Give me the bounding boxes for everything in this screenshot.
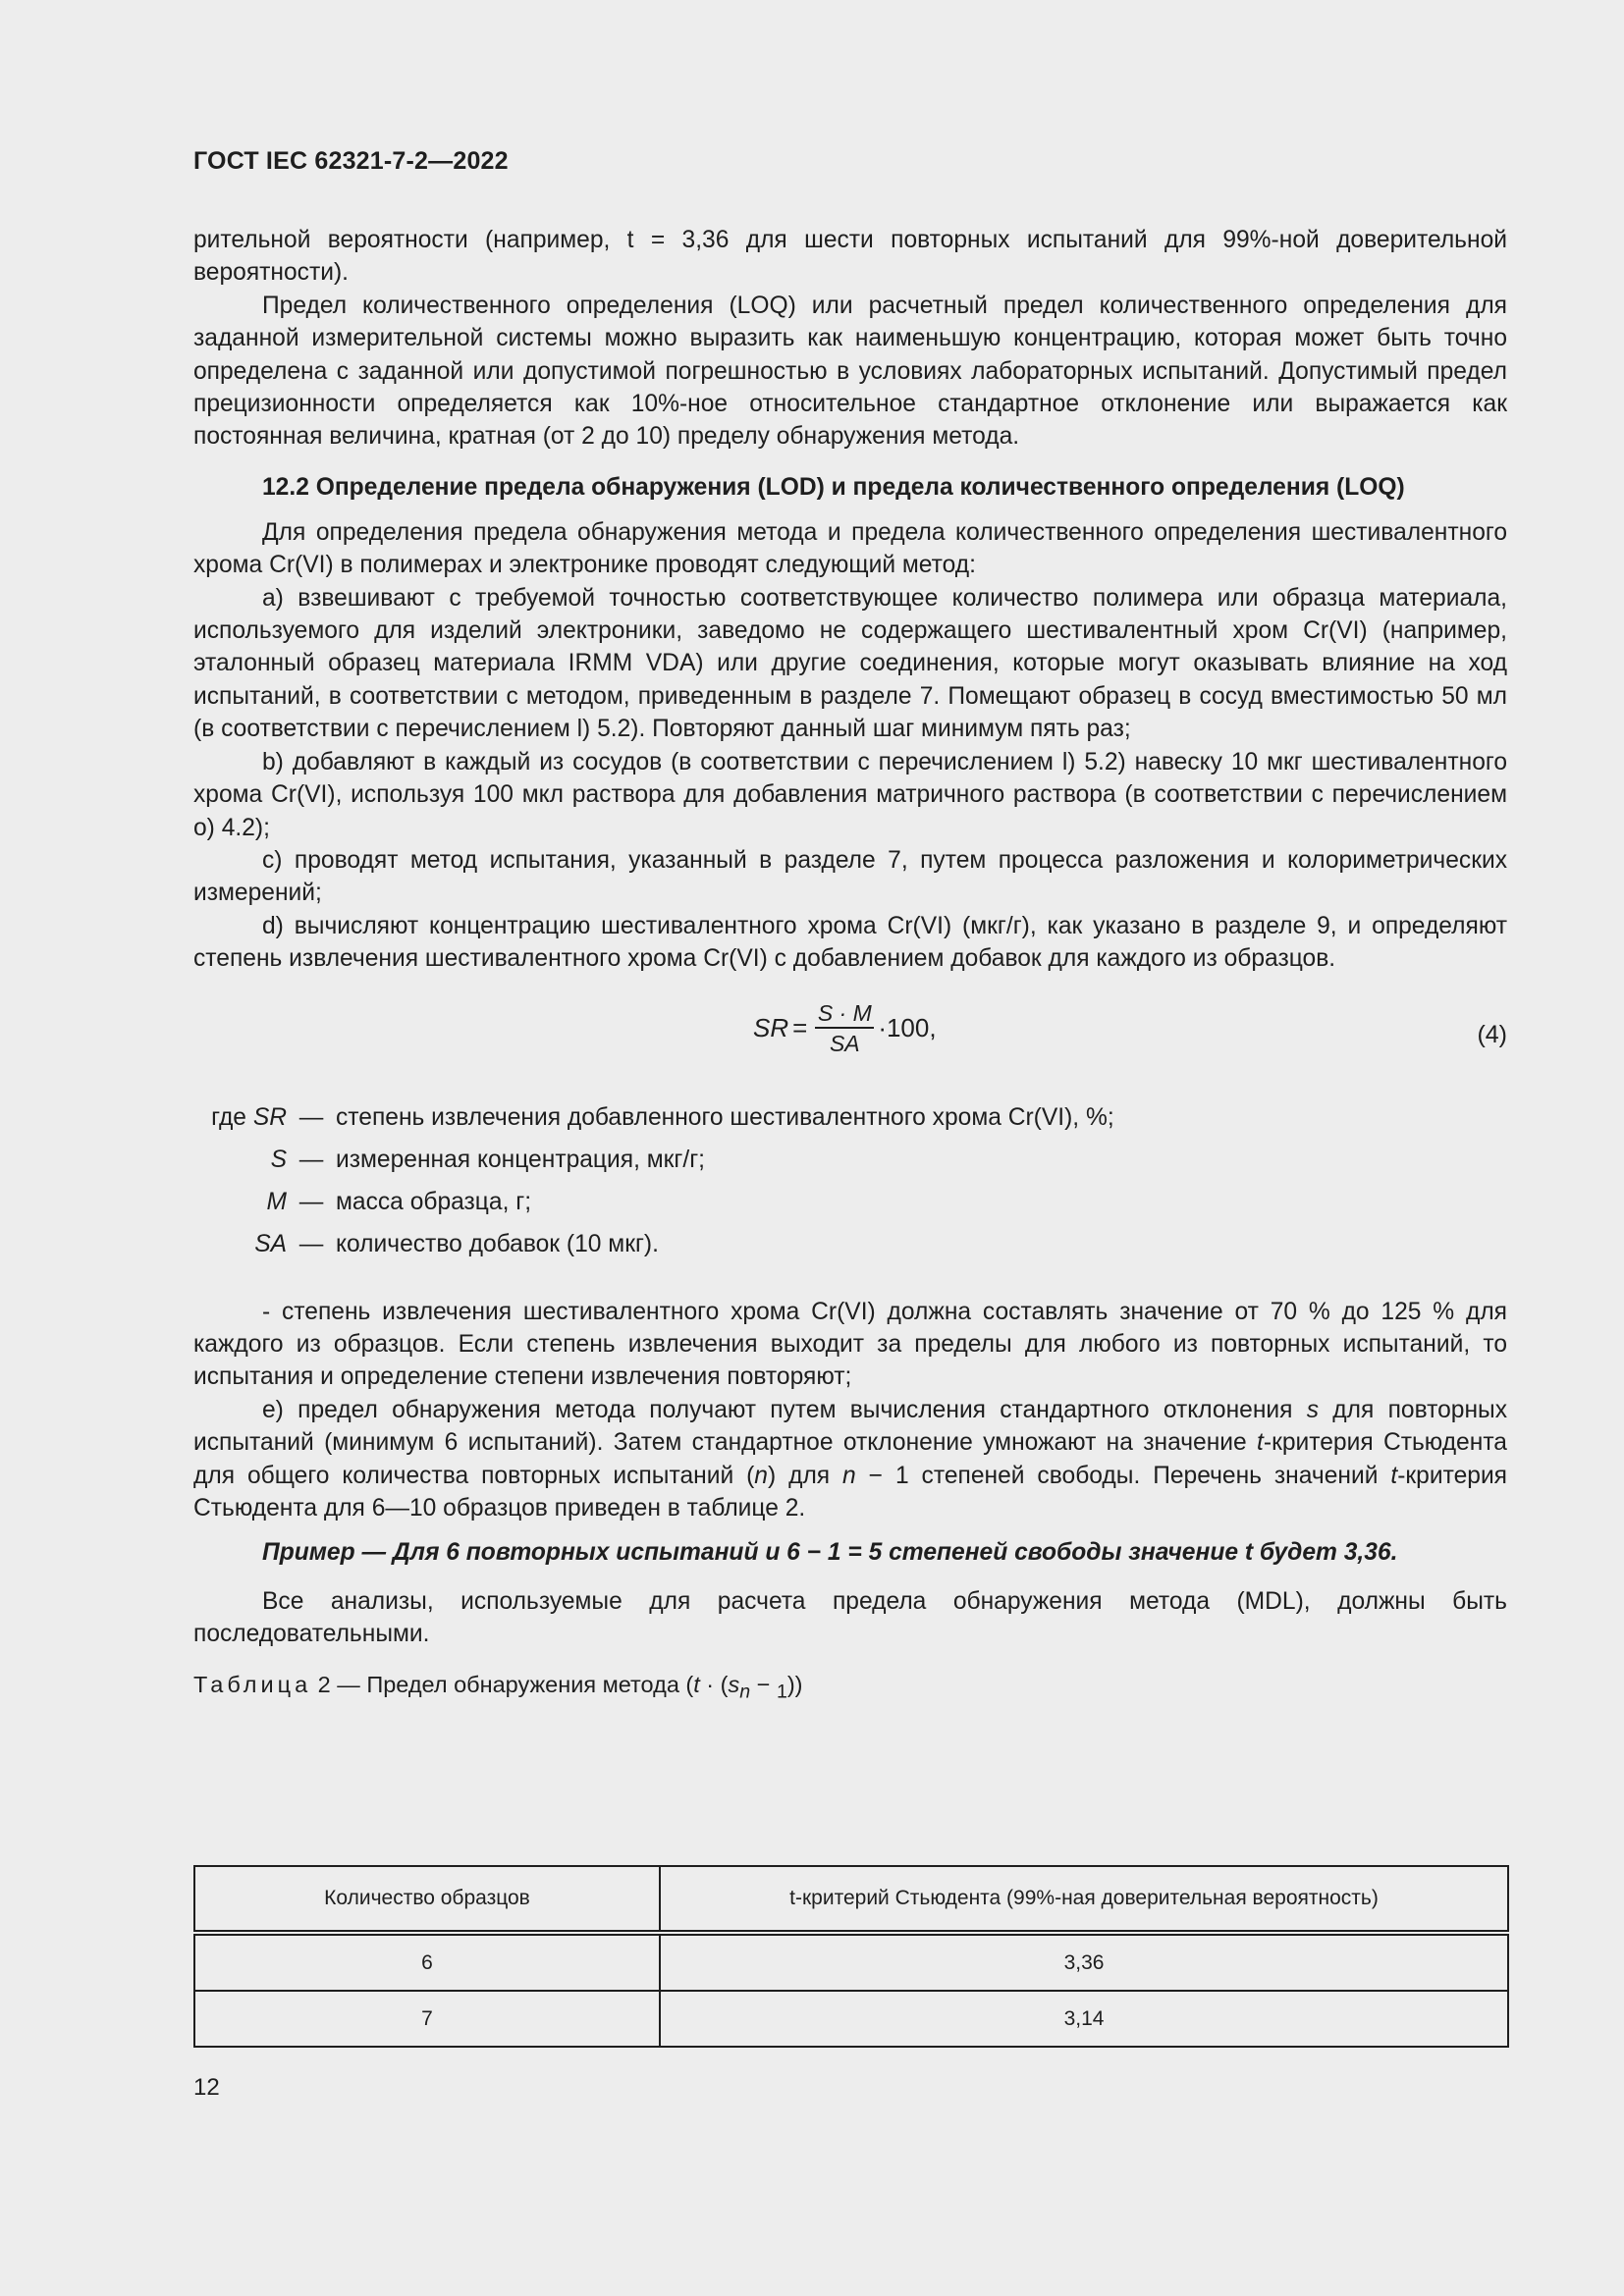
table-cell: 6 xyxy=(194,1933,660,1991)
table-header-row xyxy=(194,1866,1508,1933)
paragraph-loq: Предел количественного определения (LOQ) или расчетный предел количественного определения для заданной измерительной системы можно выразить как наименьшую концентрацию, которая может быть точно определена с заданной или допустимой погрешностью в условиях лабораторных испытаний. Допустимый предел прецизионности определяется как 10%-ное относительное стандартное отклонение или выражается как постоянная величина, кратная (от 2 до 10) пределу обнаружения метода. xyxy=(193,292,1507,451)
formula-block xyxy=(193,989,1507,1078)
paragraph-recovery: - степень извлечения шестивалентного хрома Cr(VI) должна составлять значение от 70 % до 125 % для каждого из образцов. Если степень извлечения выходит за пределы для любого из повторных испытаний, то испытания и определение степени извлечения повторяют; xyxy=(193,1298,1507,1391)
definition-text: степень извлечения добавленного шестивалентного хрома Cr(VI), %; xyxy=(336,1104,1114,1132)
example-note: Пример — Для 6 повторных испытаний и 6 − 1 = 5 степеней свободы значение t будет 3,36. xyxy=(262,1539,1398,1567)
table-cell: 3,14 xyxy=(660,1991,1508,2047)
definition-text: количество добавок (10 мкг). xyxy=(336,1231,659,1258)
table-cell: 3,36 xyxy=(660,1933,1508,1991)
paragraph-mdl: Все анализы, используемые для расчета предела обнаружения метода (MDL), должны быть последовательными. xyxy=(193,1587,1507,1648)
table-row xyxy=(194,1991,1508,2047)
formula xyxy=(753,999,937,1058)
column-header-t: t-критерий Стьюдента (99%-ная доверительная вероятность) xyxy=(660,1866,1508,1933)
definition-row: SA — количество добавок (10 мкг). xyxy=(193,1224,1507,1266)
document-body xyxy=(193,224,1507,1709)
formula-equals: = xyxy=(792,1012,808,1042)
formula-numerator: S · M xyxy=(817,999,872,1026)
section-heading: 12.2 Определение предела обнаружения (LOD) и предела количественного определения (LOQ) xyxy=(262,473,1405,501)
document-header: ГОСТ IEC 62321-7-2—2022 xyxy=(193,147,509,175)
formula-number: (4) xyxy=(1477,1020,1507,1048)
definitions-list xyxy=(193,1097,1507,1266)
table-row xyxy=(194,1933,1508,1991)
formula-fraction xyxy=(815,999,874,1058)
list-item-c: c) проводят метод испытания, указанный в разделе 7, путем процесса разложения и колориметрических измерений; xyxy=(193,846,1507,907)
definition-row: M — масса образца, г; xyxy=(193,1182,1507,1224)
definition-symbol: где SR xyxy=(211,1104,287,1132)
list-item-a: a) взвешивают с требуемой точностью соответствующее количество полимера или образца материала, используемого для изделий электроники, заведомо не содержащего шестивалентный хром Cr(VI) (например, эталонный образец материала IRMM VDA) или другие соединения, которые могут оказывать влияние на ход испытаний, в соответствии с методом, приведенным в разделе 7. Помещают образец в сосуд вместимостью 50 мл (в соответствии с перечислением l) 5.2). Повторяют данный шаг минимум пять раз; xyxy=(193,584,1507,743)
definition-row: S — измеренная концентрация, мкг/г; xyxy=(193,1140,1507,1182)
definition-text: измеренная концентрация, мкг/г; xyxy=(336,1147,706,1174)
paragraph-continuation: рительной вероятности (например, t = 3,36 для шести повторных испытаний для 99%-ной доверительной вероятности). xyxy=(193,227,1507,287)
definition-symbol: M xyxy=(266,1189,287,1216)
column-header-count: Количество образцов xyxy=(194,1866,660,1933)
table-caption: Таблица 2 — Предел обнаружения метода $(t \cdot (s_n - _1))$ xyxy=(193,1671,803,1703)
formula-denominator: SA xyxy=(829,1030,860,1056)
definition-symbol: SA xyxy=(254,1231,287,1258)
table-cell: 7 xyxy=(194,1991,660,2047)
definition-text: масса образца, г; xyxy=(336,1189,532,1216)
list-item-b: b) добавляют в каждый из сосудов (в соответствии с перечислением l) 5.2) навеску 10 мкг шестивалентного хрома Cr(VI), используя 100 мкл раствора для добавления матричного раствора (в соответствии с перечислением o) 4.2); xyxy=(193,748,1507,841)
definition-row: где SR — степень извлечения добавленного шестивалентного хрома Cr(VI), %; xyxy=(193,1097,1507,1140)
list-item-d: d) вычисляют концентрацию шестивалентного хрома Cr(VI) (мкг/г), как указано в разделе 9, и определяют степень извлечения шестивалентного хрома Cr(VI) с добавлением добавок для каждого из образцов. xyxy=(193,912,1507,973)
list-item-e: e) предел обнаружения метода получают путем вычисления стандартного отклонения s для повторных испытаний (минимум 6 испытаний). Затем стандартное отклонение умножают на значение t-критерия Стьюдента для общего количества повторных испытаний (n) для n − 1 степеней свободы. Перечень значений t-критерия Стьюдента для 6—10 образцов приведен в таблице 2. xyxy=(193,1396,1507,1522)
page-number: 12 xyxy=(193,2074,220,2101)
formula-tail: ·100, xyxy=(878,1012,937,1042)
definition-symbol: S xyxy=(270,1147,287,1174)
student-t-table xyxy=(193,1865,1509,2048)
formula-lhs: SR xyxy=(753,1012,789,1042)
paragraph-method-intro: Для определения предела обнаружения метода и предела количественного определения шестивалентного хрома Cr(VI) в полимерах и электронике проводят следующий метод: xyxy=(193,518,1507,579)
